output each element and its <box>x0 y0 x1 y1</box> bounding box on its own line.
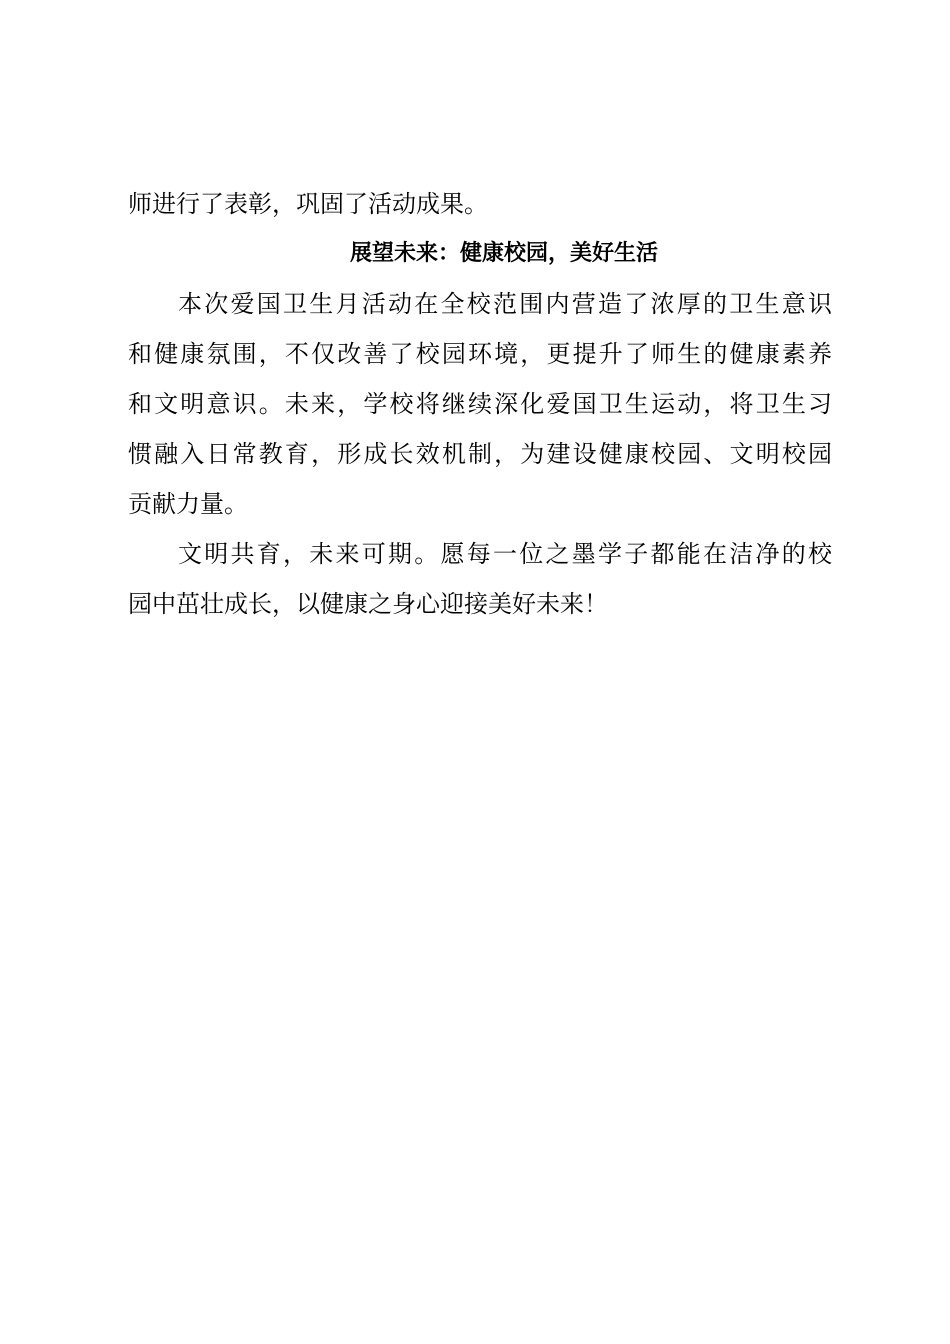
paragraph-line: 和健康氛围，不仅改善了校园环境，更提升了师生的健康素养 <box>128 340 832 368</box>
paragraph-line: 文明共育，未来可期。愿每一位之墨学子都能在洁净的校 <box>178 540 832 568</box>
paragraph-line: 本次爱国卫生月活动在全校范围内营造了浓厚的卫生意识 <box>178 290 832 318</box>
paragraph-line: 贡献力量。 <box>128 490 248 518</box>
paragraph-1 <box>128 279 832 529</box>
section-heading: 展望未来：健康校园，美好生活 <box>349 241 658 266</box>
paragraph-line: 和文明意识。未来，学校将继续深化爱国卫生运动，将卫生习 <box>128 390 832 418</box>
paragraph-line: 惯融入日常教育，形成长效机制，为建设健康校园、文明校园 <box>128 440 832 468</box>
continuation-line: 师进行了表彰，巩固了活动成果。 <box>128 190 488 218</box>
document-body <box>128 179 832 629</box>
paragraph-line: 园中茁壮成长，以健康之身心迎接美好未来！ <box>128 590 608 618</box>
paragraph-2 <box>128 529 832 629</box>
